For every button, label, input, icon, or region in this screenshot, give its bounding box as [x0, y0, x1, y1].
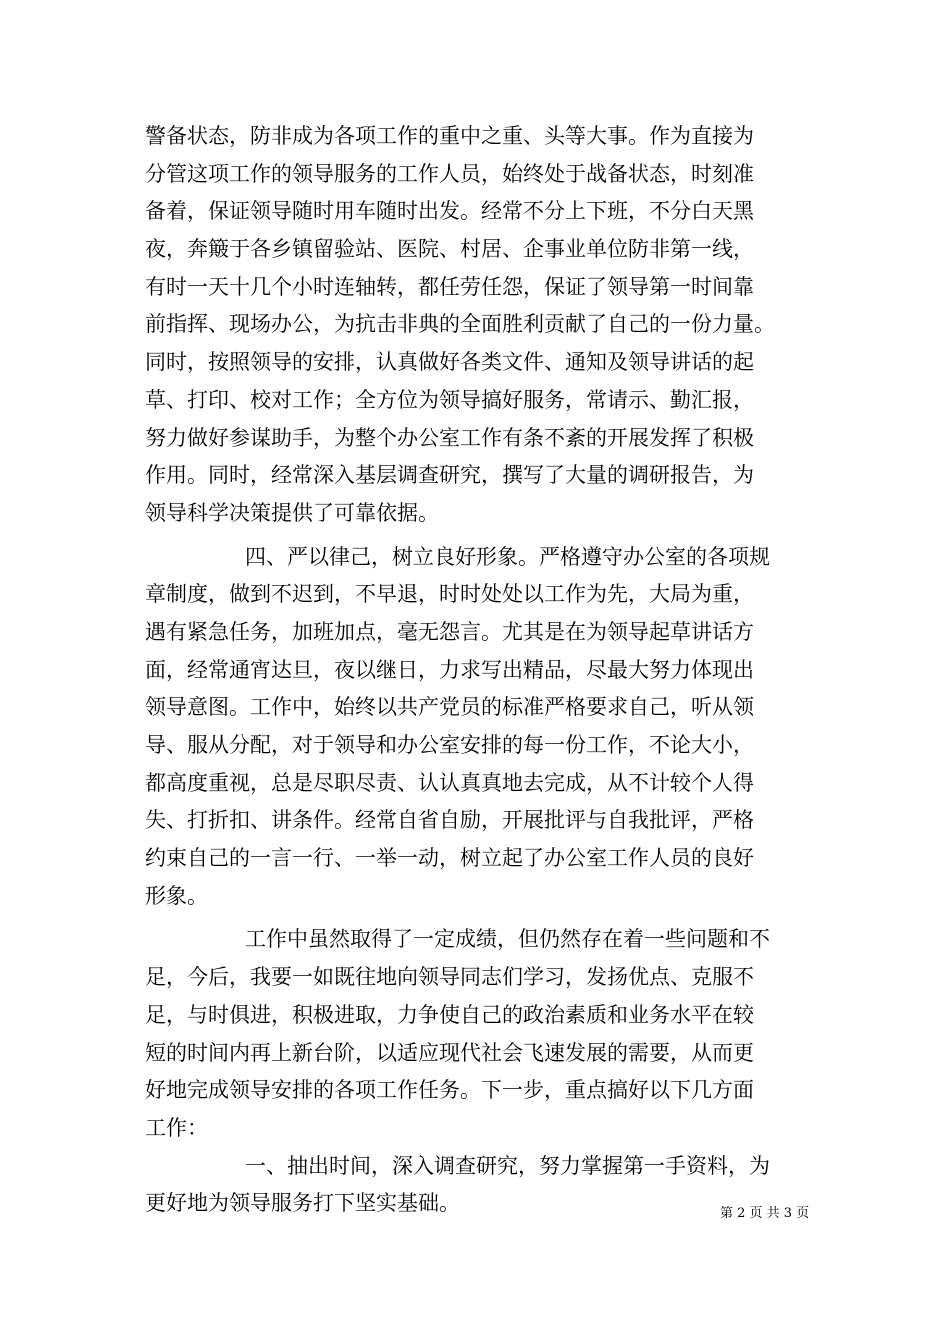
text-line: 面，经常通宵达旦，夜以继日，力求写出精品，尽最大努力体现出 [145, 657, 754, 682]
text-line: 约束自己的一言一行、一举一动，树立起了办公室工作人员的良好 [145, 846, 754, 871]
text-line: 前指挥、现场办公，为抗击非典的全面胜利贡献了自己的一份力量。 [145, 312, 775, 337]
text-line: 警备状态，防非成为各项工作的重中之重、头等大事。作为直接为 [145, 124, 754, 148]
text-line: 夜，奔簸于各乡镇留验站、医院、村居、企事业单位防非第一线， [145, 237, 754, 262]
text-line: 足，与时俱进，积极进取，力争使自己的政治素质和业务水平在较 [145, 1002, 754, 1027]
text-line: 作用。同时，经常深入基层调查研究，撰写了大量的调研报告，为 [145, 463, 754, 488]
document-body [145, 118, 810, 1223]
text-line: 分管这项工作的领导服务的工作人员，始终处于战备状态，时刻准 [145, 161, 754, 186]
text-line: 领导科学决策提供了可靠依据。 [145, 500, 439, 525]
text-line: 更好地为领导服务打下坚实基础。 [145, 1191, 460, 1216]
page-number-footer: 第 2 页 共 3 页 [720, 1206, 810, 1221]
text-line: 导、服从分配，对于领导和办公室安排的每一份工作，不论大小， [145, 733, 754, 757]
text-line: 备着，保证领导随时用车随时出发。经常不分上下班，不分白天黑 [145, 199, 754, 224]
text-line: 一、抽出时间，深入调查研究，努力掌握第一手资料，为 [245, 1153, 770, 1178]
text-line: 四、严以律己，树立良好形象。严格遵守办公室的各项规 [245, 544, 770, 569]
text-line: 努力做好参谋助手，为整个办公室工作有条不紊的开展发挥了积极 [145, 425, 754, 450]
text-line: 足，今后，我要一如既往地向领导同志们学习，发扬优点、克服不 [145, 965, 754, 990]
text-line: 都高度重视，总是尽职尽责、认认真真地去完成，从不计较个人得 [145, 770, 754, 795]
text-line: 有时一天十几个小时连轴转，都任劳任怨，保证了领导第一时间靠 [145, 274, 754, 299]
text-line: 形象。 [145, 883, 208, 908]
text-line: 失、打折扣、讲条件。经常自省自励，开展批评与自我批评，严格 [145, 808, 754, 833]
text-line: 好地完成领导安排的各项工作任务。下一步，重点搞好以下几方面 [145, 1078, 754, 1103]
text-line: 同时，按照领导的安排，认真做好各类文件、通知及领导讲话的起 [145, 350, 754, 375]
text-line: 遇有紧急任务，加班加点，毫无怨言。尤其是在为领导起草讲话方 [145, 619, 754, 644]
text-line: 短的时间内再上新台阶，以适应现代社会飞速发展的需要，从而更 [145, 1040, 754, 1065]
text-line: 工作中虽然取得了一定成绩，但仍然存在着一些问题和不 [245, 927, 770, 952]
text-line: 草、打印、校对工作；全方位为领导搞好服务，常请示、勤汇报， [145, 387, 754, 412]
text-line: 工作： [145, 1115, 208, 1140]
text-line: 章制度，做到不迟到，不早退，时时处处以工作为先，大局为重， [145, 582, 754, 607]
text-line: 领导意图。工作中，始终以共产党员的标准严格要求自己，听从领 [145, 695, 754, 720]
